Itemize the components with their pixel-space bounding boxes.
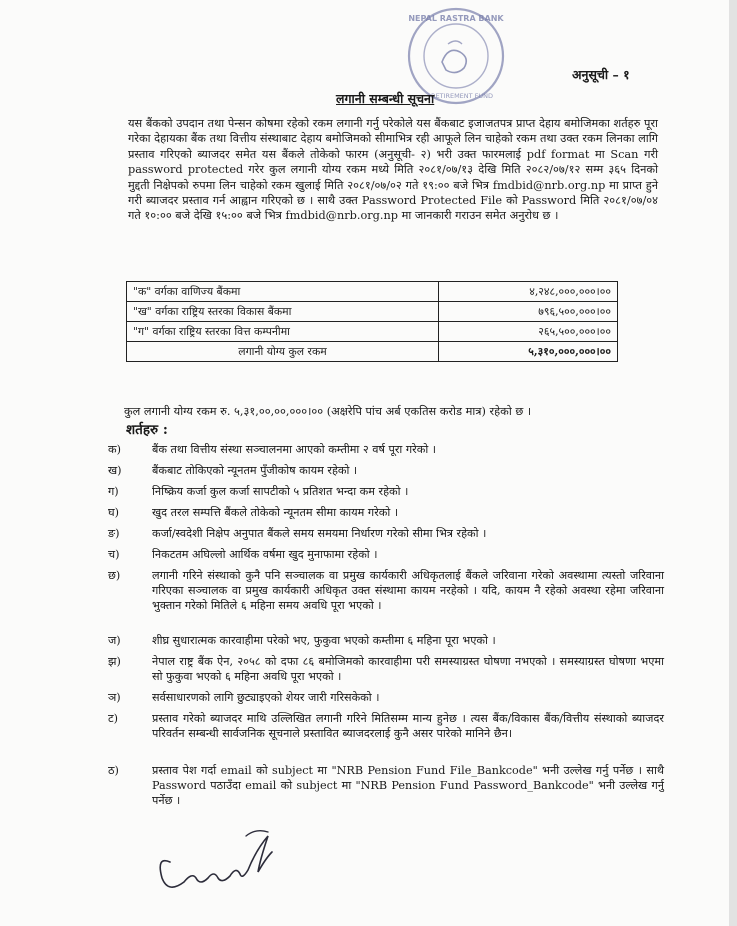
condition-item (108, 568, 664, 614)
condition-item (108, 484, 664, 499)
condition-number: ज) (108, 634, 121, 647)
category-amount: २६५,५००,०००।०० (439, 322, 618, 342)
page-title: लगानी सम्बन्धी सूचना (336, 91, 435, 106)
table-row (127, 302, 618, 322)
condition-item (108, 526, 664, 541)
condition-item (108, 463, 664, 478)
condition-text: लगानी गरिने संस्थाको कुनै पनि सञ्चालक वा प्रमुख कार्यकारी अधिकृतलाई बैंकले जरिवाना गरेको अवस्थामा त्यस्तो जरिवाना गरिएका सञ्चालक वा प्रमुख कार्यकारी अधिकृत उक्त संस्थामा कायम नरहेको । यदि, कायम नै रहेको अवस्था रहेमा जरिवाना भुक्तान गरेको मितिले ६ महिना समय अवधि पूरा भएको । (152, 569, 664, 613)
category-amount: ४,२४८,०००,०००।०० (439, 282, 618, 302)
condition-number: च) (108, 548, 120, 561)
condition-text: सर्वसाधारणको लागि छुट्याइएको शेयर जारी गरिसकेको । (152, 691, 380, 704)
handwritten-signature (150, 822, 290, 900)
condition-item (108, 633, 664, 648)
condition-number: क) (108, 443, 121, 456)
condition-text: नेपाल राष्ट्र बैंक ऐन, २०५८ को दफा ८६ बमोजिमको कारवाहीमा परी समस्याग्रस्त घोषणा नभएको । समस्याग्रस्त घोषणा भएमा सो फुकुवा भएको ६ महिना अवधि पूरा भएको । (152, 655, 664, 684)
condition-number: ट) (108, 712, 119, 725)
condition-number: ग) (108, 485, 119, 498)
condition-number: ख) (108, 464, 122, 477)
condition-text: शीघ्र सुधारात्मक कारवाहीमा परेको भए, फुकुवा भएको कम्तीमा ६ महिना पूरा भएको । (152, 634, 496, 647)
condition-number: ठ) (108, 764, 119, 777)
category-label: "क" वर्गका वाणिज्य बैंकमा (127, 282, 439, 302)
svg-text:NEPAL RASTRA BANK: NEPAL RASTRA BANK (408, 14, 504, 23)
category-amount: ७९६,५००,०००।०० (439, 302, 618, 322)
condition-text: निष्क्रिय कर्जा कुल कर्जा सापटीको ५ प्रतिशत भन्दा कम रहेको । (152, 485, 409, 498)
condition-number: झ) (108, 655, 121, 668)
condition-text: निकटतम अघिल्लो आर्थिक वर्षमा खुद मुनाफामा रहेको । (152, 548, 378, 561)
annex-label: अनुसूची – १ (572, 67, 630, 82)
condition-item (108, 547, 664, 562)
condition-number: घ) (108, 506, 119, 519)
total-label: लगानी योग्य कुल रकम (127, 342, 439, 362)
condition-text: प्रस्ताव गरेको ब्याजदर माथि उल्लिखित लगानी गरिने मितिसम्म मान्य हुनेछ । त्यस बैंक/विकास बैंक/वित्तीय संस्थाको ब्याजदर परिवर्तन सम्बन्धी सार्वजनिक सूचनाले प्रस्तावित ब्याजदरलाई कुनै असर पारेको मानिने छैन। (152, 712, 664, 741)
svg-text:RETIREMENT FUND: RETIREMENT FUND (430, 92, 494, 100)
condition-number: ङ) (108, 527, 120, 540)
conditions-heading: शर्तहरु : (126, 422, 168, 438)
total-amount: ५,३१०,०००,०००।०० (439, 342, 618, 362)
condition-text: बैंक तथा वित्तीय संस्था सञ्चालनमा आएको कम्तीमा २ वर्ष पूरा गरेको । (152, 443, 437, 456)
condition-item (108, 442, 664, 457)
condition-number: ञ) (108, 691, 121, 704)
category-label: "ग" वर्गका राष्ट्रिय स्तरका वित्त कम्पनीमा (127, 322, 439, 342)
condition-item (108, 711, 664, 741)
table-row (127, 282, 618, 302)
table-total-row (127, 342, 618, 362)
total-amount-note: कुल लगानी योग्य रकम रु. ५,३१,००,००,०००।०० (अक्षरेपि पांच अर्ब एकतिस करोड मात्र) रहेको छ । (124, 405, 532, 418)
scan-edge (729, 0, 737, 926)
condition-item (108, 654, 664, 684)
condition-item (108, 690, 664, 705)
condition-item (108, 763, 664, 809)
condition-text: प्रस्ताव पेश गर्दा email को subject मा "NRB Pension Fund File_Bankcode" भनी उल्लेख गर्नु पर्नेछ । साथै Password पठाउँदा email को subject मा "NRB Pension Fund Password_Bankcode" भनी उल्लेख गर्नु पर्नेछ । (152, 764, 664, 808)
table-row (127, 322, 618, 342)
investment-amount-table (126, 281, 618, 362)
category-label: "ख" वर्गका राष्ट्रिय स्तरका विकास बैंकमा (127, 302, 439, 322)
condition-item (108, 505, 664, 520)
intro-paragraph: यस बैंकको उपदान तथा पेन्सन कोषमा रहेको रकम लगानी गर्नु परेकोले यस बैंकबाट इजाजतपत्र प्राप्त देहाय बमोजिमका शर्तहरु पूरा गरेका देहायका बैंक तथा वित्तीय संस्थाबाट देहाय बमोजिमको सीमाभित्र रही आफूले लिन चाहेको रकम तथा उक्त रकम लिनका लागि प्रस्ताव गरिएको ब्याजदर समेत यस बैंकले तोकेको फारम (अनुसूची- २) भरी उक्त फारमलाई pdf format मा Scan गरी password protected गरेर कुल लगानी योग्य रकम मध्ये मिति २०८१/०७/१३ देखि मिति २०८२/०७/१२ सम्म ३६५ दिनको मुद्दती निक्षेपको रुपमा लिन चाहेको रकम खुलाई मिति २०८१/०७/०२ गते १९:०० बजे भित्र fmdbid@nrb.org.np मा प्राप्त हुने गरी ब्याजदर प्रस्ताव गर्न आह्वान गरिएको छ । साथै उक्त Password Protected File को Password मिति २०८१/०७/०४ गते १०:०० बजे देखि १५:०० बजे भित्र fmdbid@nrb.org.np मा जानकारी गराउन समेत अनुरोध छ । (128, 117, 658, 223)
condition-number: छ) (108, 569, 121, 582)
condition-text: खुद तरल सम्पत्ति बैंकले तोकेको न्यूनतम सीमा कायम गरेको । (152, 506, 399, 519)
condition-text: कर्जा/स्वदेशी निक्षेप अनुपात बैंकले समय समयमा निर्धारण गरेको सीमा भित्र रहेको । (152, 527, 487, 540)
condition-text: बैंकबाट तोकिएको न्यूनतम पुँजीकोष कायम रहेको । (152, 464, 358, 477)
